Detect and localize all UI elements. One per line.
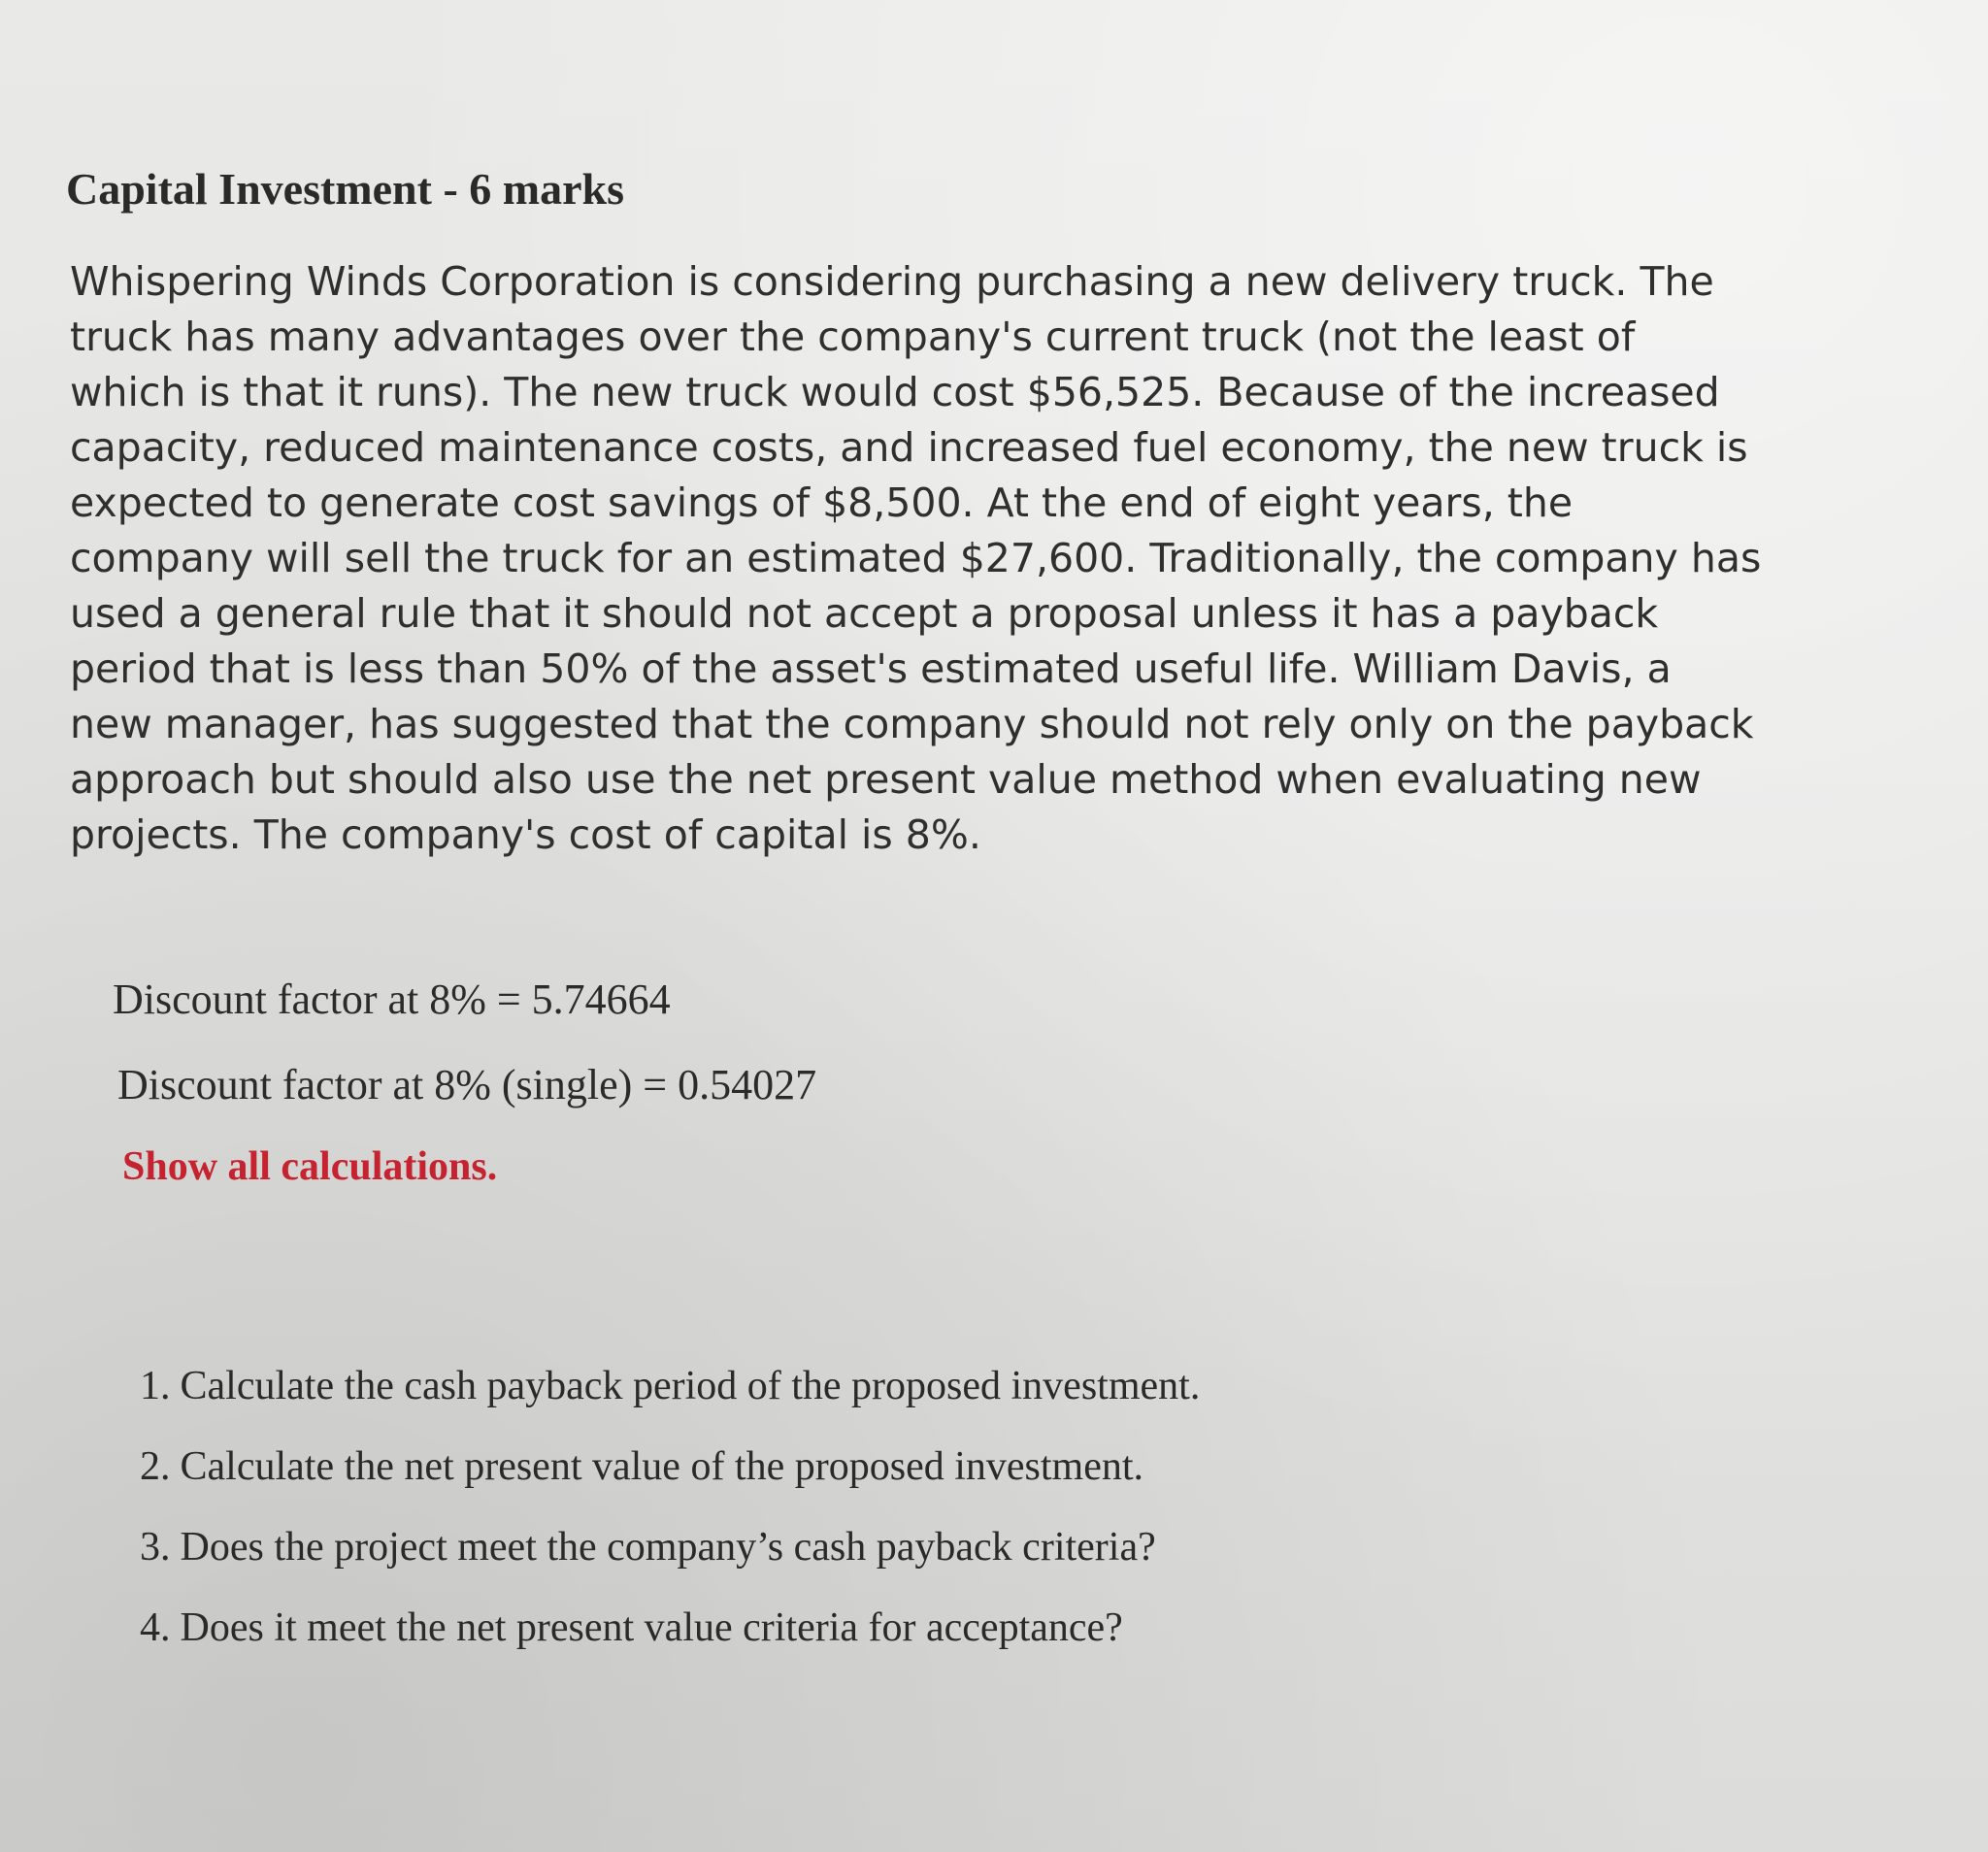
paragraph-line: Whispering Winds Corporation is considering purchasing a new delivery truck. The [70,258,1714,305]
show-calculations-instruction: Show all calculations. [122,1144,498,1189]
paragraph-line: used a general rule that it should not accept a proposal unless it has a payback [70,590,1659,637]
paragraph-line: new manager, has suggested that the company should not rely only on the payback [70,701,1754,747]
question-item [140,1522,1200,1603]
question-number: 2. [140,1444,171,1489]
question-text: Does it meet the net present value criteria for acceptance? [180,1605,1123,1650]
paragraph-line: projects. The company's cost of capital is 8%. [70,811,981,858]
discount-factor-single: Discount factor at 8% (single) = 0.54027 [117,1061,817,1108]
page-title: Capital Investment - 6 marks [66,164,624,214]
question-number: 1. [140,1364,171,1408]
discount-factor-annuity: Discount factor at 8% = 5.74664 [113,976,671,1023]
paragraph-line: period that is less than 50% of the asset's estimated useful life. William Davis, a [70,645,1672,692]
paragraph-line: truck has many advantages over the company's current truck (not the least of [70,314,1636,360]
question-text: Calculate the cash payback period of the proposed investment. [180,1364,1201,1408]
question-text: Does the project meet the company’s cash payback criteria? [180,1525,1156,1570]
question-list [140,1361,1200,1683]
paragraph-line: company will sell the truck for an estimated $27,600. Traditionally, the company has [70,535,1762,581]
question-item [140,1361,1200,1441]
paragraph-line: expected to generate cost savings of $8,500. At the end of eight years, the [70,480,1574,526]
question-number: 4. [140,1605,171,1650]
question-item [140,1603,1200,1683]
paragraph-line: capacity, reduced maintenance costs, and increased fuel economy, the new truck is [70,424,1748,471]
paragraph-line: which is that it runs). The new truck would cost $56,525. Because of the increased [70,369,1720,415]
question-number: 3. [140,1525,171,1570]
question-item [140,1441,1200,1522]
paragraph-line: approach but should also use the net present value method when evaluating new [70,756,1702,803]
problem-paragraph [70,254,1934,863]
question-text: Calculate the net present value of the proposed investment. [180,1444,1144,1489]
